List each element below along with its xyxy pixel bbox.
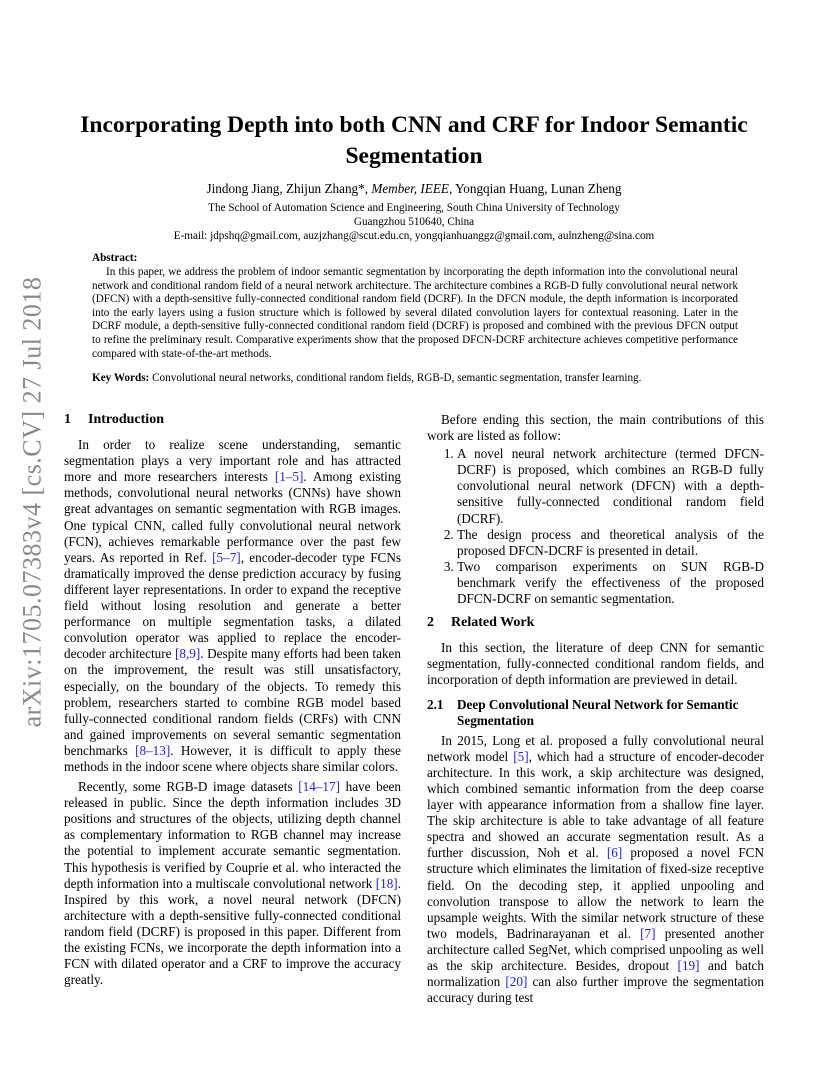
section-title: Introduction xyxy=(88,412,164,427)
list-item: 1. A novel neural network architecture (termed DFCN-DCRF) is proposed, which combines an RGB-D fully convolutional neural network (DFCN) with a depth-sensitive fully-connected conditional random field (DCRF). xyxy=(457,446,764,526)
section-number: 2 xyxy=(427,615,434,631)
keywords-label: Key Words: xyxy=(92,372,150,384)
author-names-rest: , Yongqian Huang, Lunan Zheng xyxy=(448,181,622,196)
section-heading-related-work xyxy=(427,615,764,631)
list-item: 2. The design process and theoretical analysis of the proposed DFCN-DCRF is presented in detail. xyxy=(457,527,764,559)
citation-link[interactable]: [8–13] xyxy=(135,742,171,758)
right-column xyxy=(427,412,764,1006)
text-run: . Inspired by this work, a novel neural network (DFCN) architecture with a depth-sensitive fully-connected conditional random field (DCRF) is proposed in this paper. Different from the existing FCNs, we incorporate the depth information into a FCN with dilated operator and a CRF to improve the accuracy greatly. xyxy=(64,875,401,988)
citation-link[interactable]: [5] xyxy=(513,748,529,764)
arxiv-stamp-text: arXiv:1705.07383v4 [cs.CV] 27 Jul 2018 xyxy=(17,276,47,728)
abstract-heading: Abstract: xyxy=(92,252,138,264)
section-number: 1 xyxy=(64,412,71,427)
section-title: Related Work xyxy=(451,615,535,631)
intro-paragraph-2 xyxy=(64,779,401,988)
citation-link[interactable]: [6] xyxy=(606,845,623,861)
text-run: . Among existing methods, convolutional neural networks (CNNs) have shown great advantages on semantic segmentation with RGB images. One typical CNN, called fully convolutional neural network (FCN), achieves remarkable performance over the past few years. As reported in Ref. xyxy=(64,469,402,565)
paper-title: Incorporating Depth into both CNN and CRF for Indoor Semantic Segmentation xyxy=(80,112,748,169)
author-line xyxy=(60,181,768,197)
subsection-number: 2.1 xyxy=(427,696,444,712)
abstract-text: In this paper, we address the problem of indoor semantic segmentation by incorporating the depth information into the convolutional neural network and conditional random field of a neural network architecture. The architecture combines a RGB-D fully convolutional neural network (DFCN) with a depth-sensitive fully-connected conditional random field (DCRF). In the DFCN module, the depth information is incorporated into the early layers using a fusion structure which is followed by several dilated convolution layers for contextual reasoning. Later in the DCRF module, a depth-sensitive fully-connected conditional random field (DCRF) is proposed and combined with the previous DFCN output to refine the preliminary result. Comparative experiments show that the proposed DFCN-DCRF architecture achieves competitive performance compared with state-of-the-art methods. xyxy=(92,266,738,360)
text-run: , which had a structure of encoder-decoder architecture. In this work, a skip architecture was designed, which combined semantic information from the deep coarse layer with appearance information from a shallow fine layer. The skip architecture is able to take advantage of all feature spectra and showed an accurate segmentation result. As a further discussion, Noh et al. xyxy=(427,748,764,861)
left-column xyxy=(64,412,401,988)
subsection-title: Deep Convolutional Neural Network for Semantic Segmentation xyxy=(457,696,739,728)
affiliation-line-1: The School of Automation Science and Engineering, South China University of Technology xyxy=(208,202,620,214)
contributions-list xyxy=(427,446,764,607)
keywords xyxy=(92,372,738,384)
affiliation-emails: E-mail: jdpshq@gmail.com, auzjzhang@scut.edu.cn, yongqianhuanggz@gmail.com, aulnzheng@sina.com xyxy=(173,230,655,242)
contributions-lead: Before ending this section, the main contributions of this work are listed as follow: xyxy=(427,412,764,444)
text-run: Recently, some RGB-D image datasets xyxy=(78,779,299,795)
citation-link[interactable]: [1–5] xyxy=(274,469,304,485)
text-run: and batch normalization xyxy=(427,958,764,990)
keywords-text: Convolutional neural networks, conditional random fields, RGB-D, semantic segmentation, transfer learning. xyxy=(149,372,642,384)
related-paragraph-2 xyxy=(427,733,764,1007)
text-run: In order to realize scene understanding, semantic segmentation plays a very important role and has attracted more and more researchers interests xyxy=(64,437,401,485)
list-item: 3. Two comparison experiments on SUN RGB-D benchmark verify the effectiveness of the proposed DFCN-DCRF on semantic segmentation. xyxy=(457,559,764,607)
text-run: , encoder-decoder type FCNs dramatically improved the dense prediction accuracy by fusing different layer representations. In order to expand the receptive field without losing resolution and generate a better performance on multiple segmentation tasks, a dilated convolution operator was applied to replace the encoder-decoder architecture xyxy=(64,549,402,662)
citation-link[interactable]: [8,9] xyxy=(175,646,201,662)
citation-link[interactable]: [19] xyxy=(677,958,700,973)
related-paragraph-1: In this section, the literature of deep CNN for semantic segmentation, fully-connected conditional random fields, and incorporation of depth information are previewed in detail. xyxy=(427,640,764,688)
section-heading-introduction xyxy=(64,412,401,428)
intro-paragraph-1 xyxy=(64,437,401,775)
text-run: . Despite many efforts had been taken on the improvement, the result was still unsatisfactory, especially, on the boundary of the objects. To remedy this problem, researchers started to combine RGB model based fully-connected conditional random fields (CRFs) with CNN and gained improvements on several semantic segmentation benchmarks xyxy=(64,646,401,758)
citation-link[interactable]: [7] xyxy=(640,925,656,941)
citation-link[interactable]: [5–7] xyxy=(212,549,241,565)
text-run: . However, it is difficult to apply these methods in the indoor scene where objects share similar colors. xyxy=(64,742,402,774)
citation-link[interactable]: [20] xyxy=(505,974,528,990)
text-run: can also further improve the segmentation accuracy during test xyxy=(427,974,764,1006)
text-run: proposed a novel FCN structure which eliminates the limitation of fixed-size receptive field. On the decoding step, it applied unpooling and convolution transpose to allow the network to learn the upsample weights. With the similar network structure of these two models, Badrinarayanan et al. xyxy=(427,845,765,941)
citation-link[interactable]: [18] xyxy=(375,875,398,891)
text-run: presented another architecture called SegNet, which comprised unpooling as well as the skip architecture. Besides, dropout xyxy=(427,925,764,973)
author-names: Jindong Jiang, Zhijun Zhang*, xyxy=(206,181,372,196)
citation-link[interactable]: [14–17] xyxy=(298,779,340,795)
arxiv-stamp xyxy=(14,262,50,742)
text-run: In 2015, Long et al. proposed a fully convolutional neural network model xyxy=(427,732,764,764)
author-membership: Member, IEEE xyxy=(371,181,449,196)
affiliation-line-2: Guangzhou 510640, China xyxy=(353,216,475,228)
subsection-heading-2-1 xyxy=(427,697,764,729)
text-run: have been released in public. Since the depth information includes 3D positions and structures of the objects, utilizing depth channel as complementary information to RGB channel may increase the potential to implement accurate semantic segmentation. This hypothesis is verified by Couprie et al. who interacted the depth information into a multiscale convolutional network xyxy=(64,779,401,891)
affiliation xyxy=(60,201,768,243)
